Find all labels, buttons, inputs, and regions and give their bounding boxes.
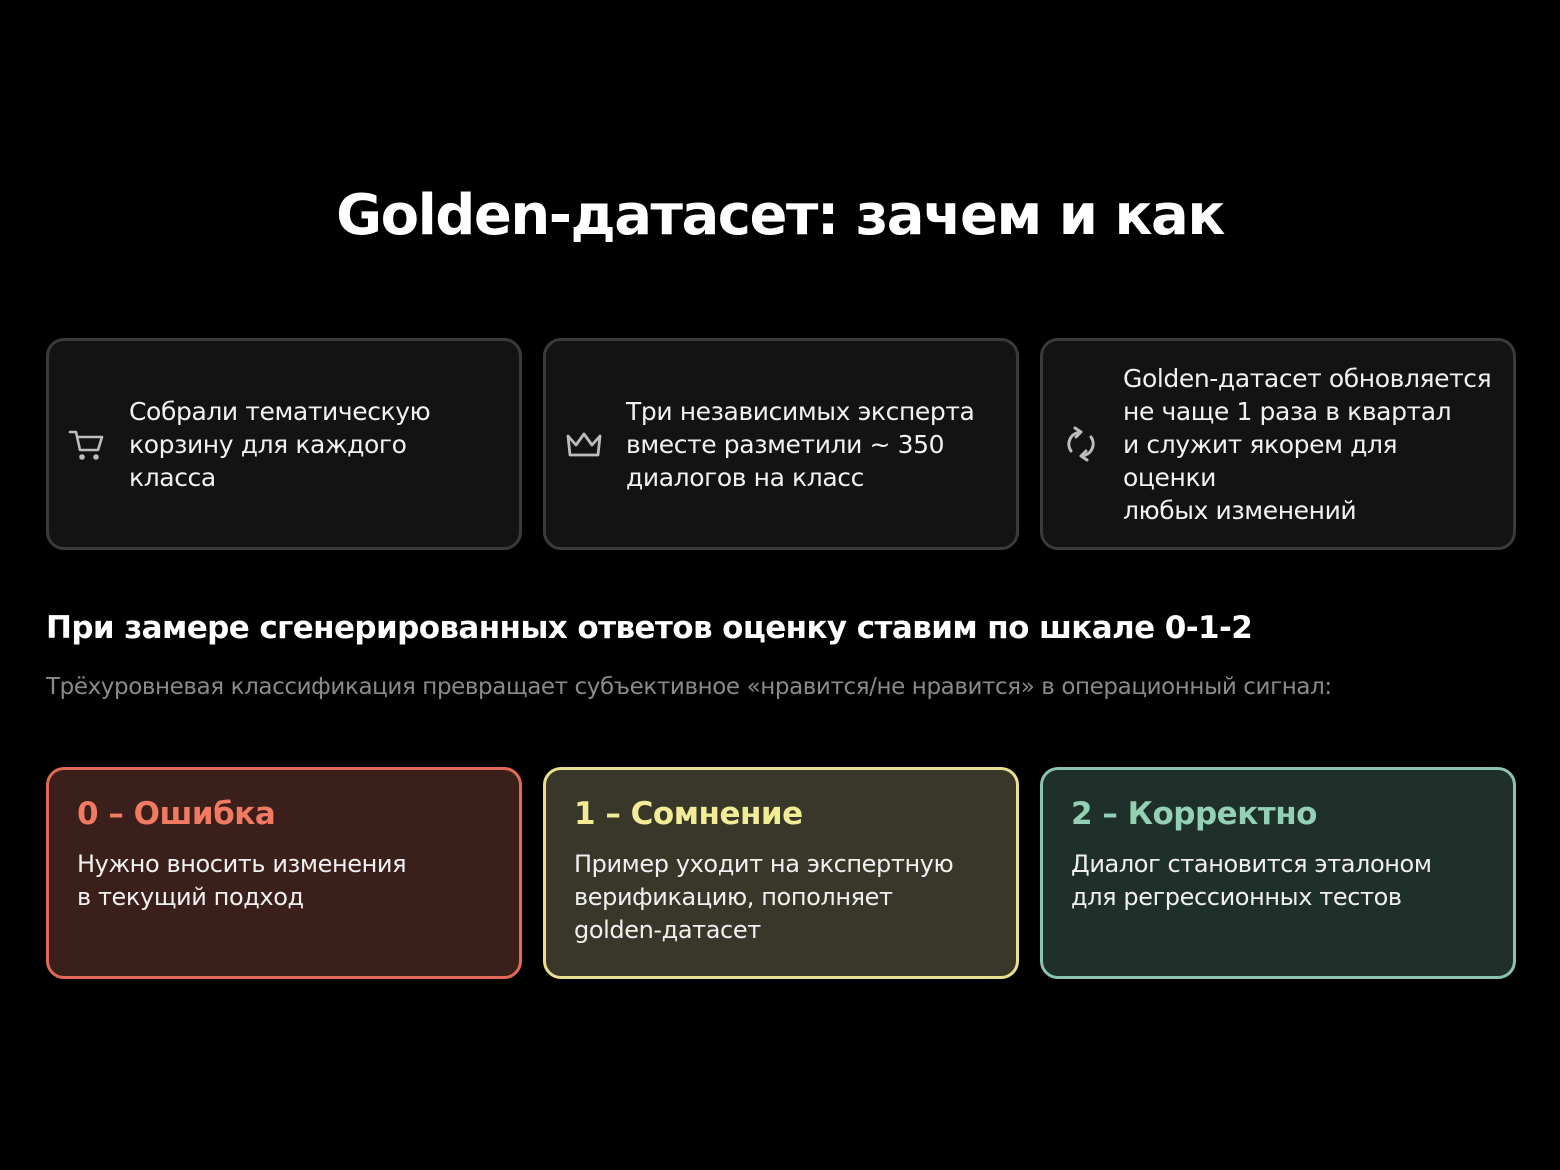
score-card-error <box>46 767 522 979</box>
score-description: Нужно вносить изменения в текущий подход <box>77 850 407 911</box>
card-basket <box>46 338 522 550</box>
crown-icon <box>562 422 606 466</box>
card-text: Golden-датасет обновляется не чаще 1 раза в квартал и служит якорем для оценки любых изменений <box>1123 363 1492 525</box>
card-update <box>1040 338 1516 550</box>
score-cards <box>46 767 1516 979</box>
scale-caption: Трёхуровневая классификация превращает субъективное «нравится/не нравится» в операционный сигнал: <box>46 674 1332 700</box>
card-text: Три независимых эксперта вместе разметили ~ 350 диалогов на класс <box>626 396 975 492</box>
card-experts <box>543 338 1019 550</box>
score-title: 1 – Сомнение <box>574 796 803 832</box>
scale-heading: При замере сгенерированных ответов оценку ставим по шкале 0-1-2 <box>46 610 1253 646</box>
score-title: 2 – Корректно <box>1071 796 1317 832</box>
refresh-icon <box>1059 422 1103 466</box>
feature-cards <box>46 338 1516 550</box>
score-card-correct <box>1040 767 1516 979</box>
card-text: Собрали тематическую корзину для каждого класса <box>129 396 431 492</box>
cart-icon <box>65 422 109 466</box>
score-title: 0 – Ошибка <box>77 796 276 832</box>
score-description: Пример уходит на экспертную верификацию, пополняет golden-датасет <box>574 850 954 944</box>
page-title: Golden-датасет: зачем и как <box>336 183 1224 248</box>
score-card-doubt <box>543 767 1019 979</box>
score-description: Диалог становится эталоном для регрессионных тестов <box>1071 850 1432 911</box>
